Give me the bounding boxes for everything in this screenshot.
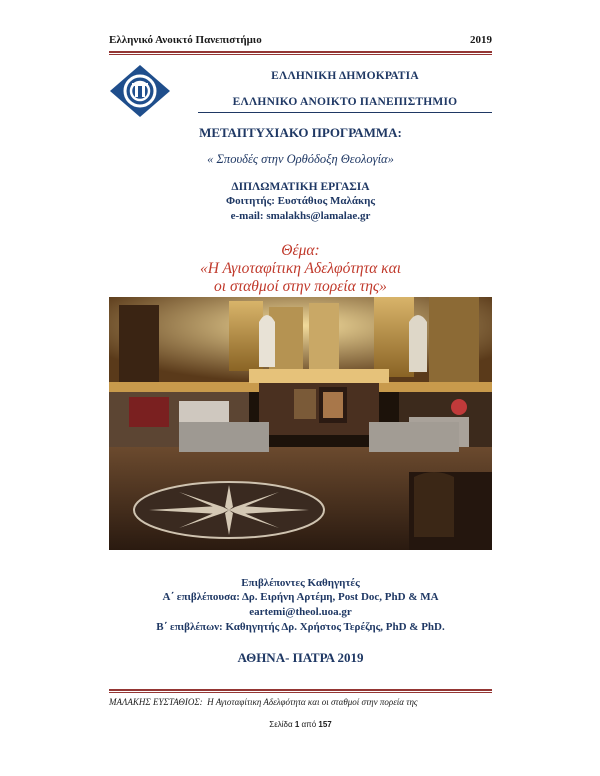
program-subtitle: « Σπουδές στην Ορθόδοξη Θεολογία» bbox=[207, 152, 394, 166]
place-year: ΑΘΗΝΑ- ΠΑΤΡΑ 2019 bbox=[237, 650, 364, 665]
thesis-type: ΔΙΠΛΩΜΑΤΙΚΗ ΕΡΓΑΣΙΑ bbox=[231, 181, 370, 193]
footer-title: Η Αγιοταφίτικη Αδελφότητα και οι σταθμοί στην πορεία της bbox=[207, 697, 418, 707]
footer-author: ΜΑΛΑΚΗΣ ΕΥΣΤΑΘΙΟΣ: bbox=[109, 697, 203, 707]
supervisor-second: Β΄ επιβλέπων: Καθηγητής Δρ. Χρήστος Τερέζης, PhD & PhD. bbox=[156, 621, 445, 633]
student-name: Φοιτητής: Ευστάθιος Μαλάκης bbox=[225, 195, 376, 207]
header-rule bbox=[109, 51, 492, 53]
footer-rule-thin bbox=[109, 692, 492, 693]
supervisor-first: Α΄ επιβλέπουσα: Δρ. Ειρήνη Αρτέμη, Post Doc, PhD & MA bbox=[162, 591, 439, 603]
running-header bbox=[109, 34, 492, 50]
program-title: ΜΕΤΑΠΤΥΧΙΑΚΟ ΠΡΟΓΡΑΜΜΑ: bbox=[199, 125, 402, 140]
page-sep: από bbox=[301, 720, 317, 729]
footer-rule bbox=[109, 689, 492, 691]
header-rule-thin bbox=[109, 54, 492, 55]
page-number bbox=[109, 720, 492, 729]
church-interior-photo bbox=[109, 297, 492, 550]
page-current: 1 bbox=[294, 720, 300, 729]
org-university: ΕΛΛΗΝΙΚΟ ΑΝΟΙΚΤΟ ΠΑΝΕΠΙΣΤΗΜΙΟ bbox=[232, 96, 458, 108]
running-footer bbox=[109, 697, 492, 707]
org-republic: ΕΛΛΗΝΙΚΗ ΔΗΜΟΚΡΑΤΙΑ bbox=[271, 70, 419, 82]
thesis-title-line2: οι σταθμοί στην πορεία της» bbox=[214, 278, 387, 295]
university-logo-icon bbox=[108, 63, 172, 119]
supervisor-first-email: eartemi@theol.uoa.gr bbox=[249, 606, 352, 618]
header-year: 2019 bbox=[470, 34, 492, 46]
thesis-title-line1: «Η Αγιοταφίτικη Αδελφότητα και bbox=[199, 260, 402, 277]
page-total: 157 bbox=[318, 720, 332, 729]
header-university: Ελληνικό Ανοικτό Πανεπιστήμιο bbox=[109, 34, 262, 46]
supervisors-heading: Επιβλέποντες Καθηγητές bbox=[241, 577, 360, 589]
org-underline bbox=[198, 112, 492, 113]
student-email: e-mail: smalakhs@lamalae.gr bbox=[230, 210, 371, 222]
theme-label: Θέμα: bbox=[281, 242, 320, 259]
page-prefix: Σελίδα bbox=[269, 720, 293, 729]
